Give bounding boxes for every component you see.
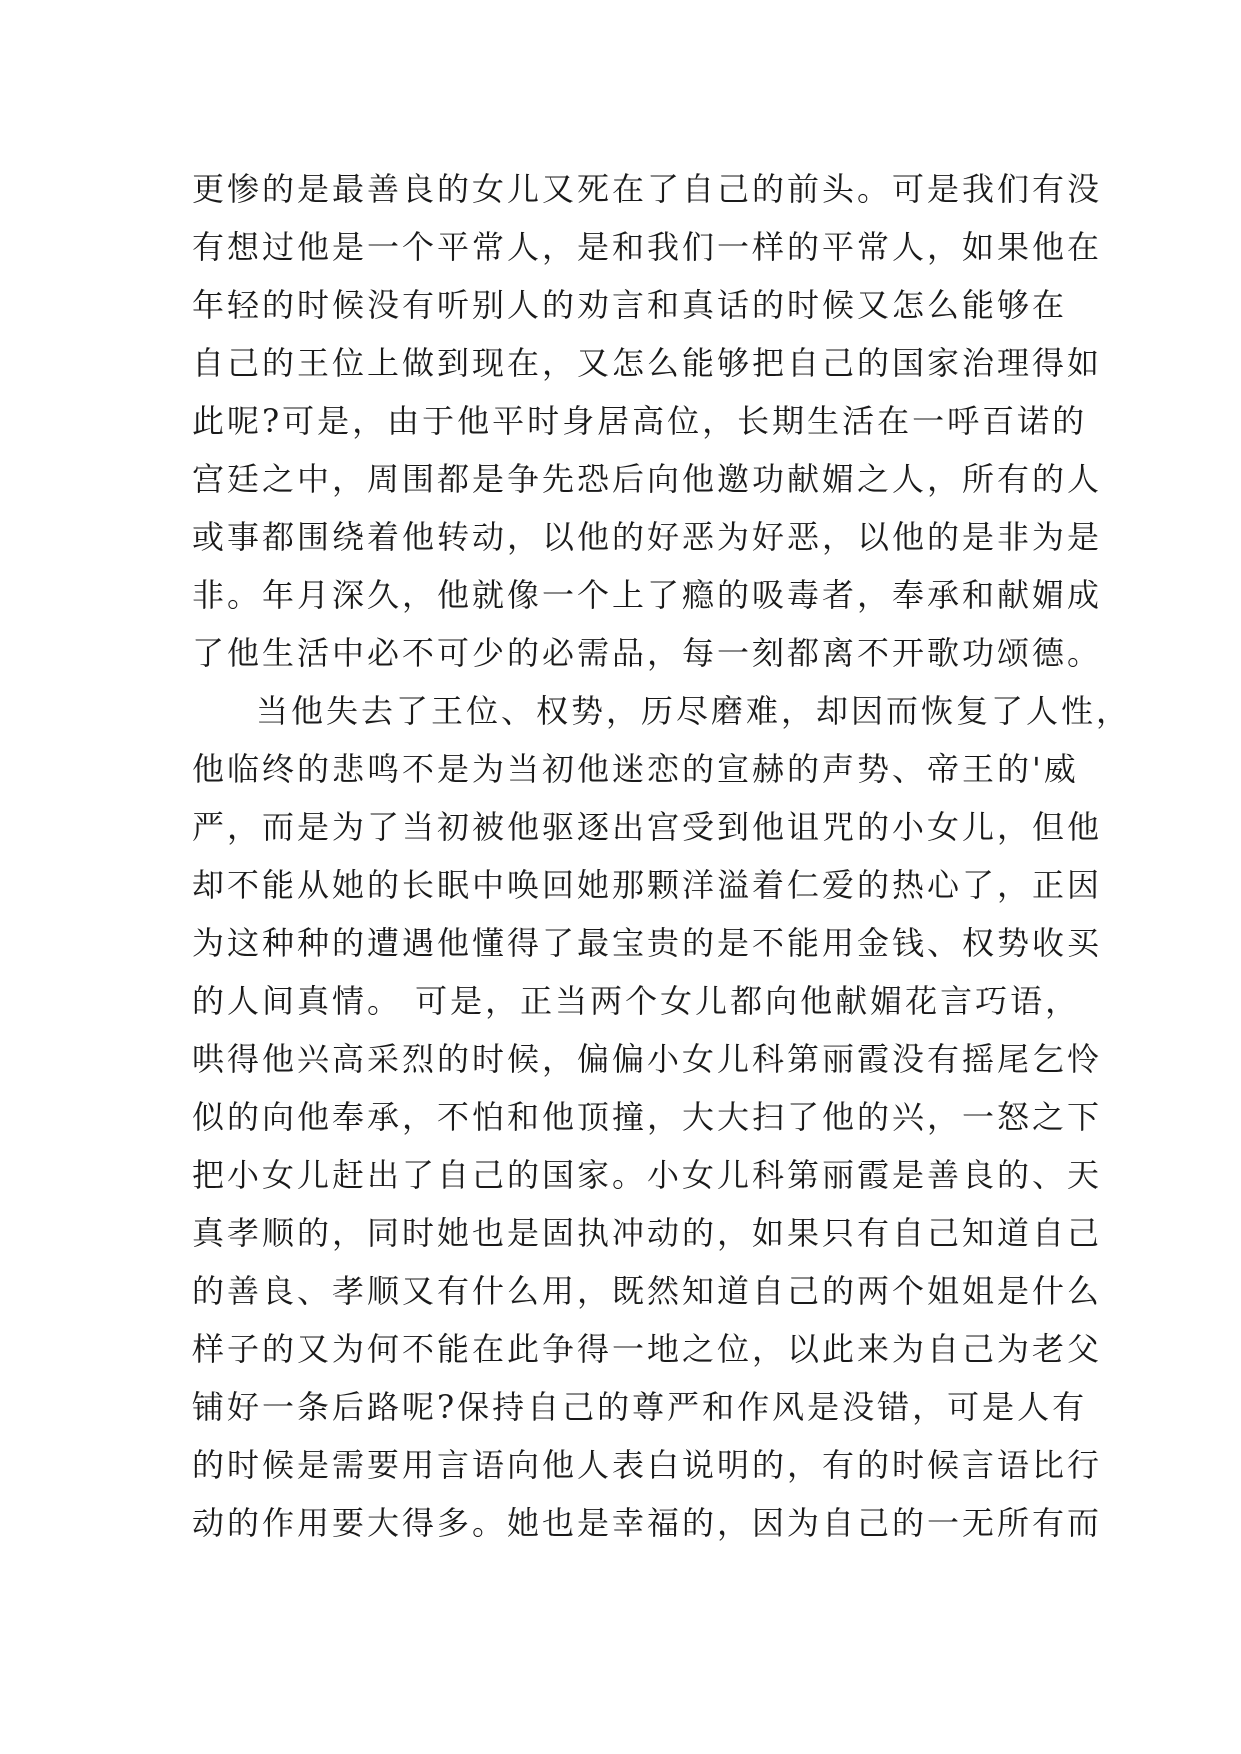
text-line: 却不能从她的长眠中唤回她那颗洋溢着仁爱的热心了，正因 bbox=[192, 866, 1103, 904]
text-line: 的人间真情。 可是，正当两个女儿都向他献媚花言巧语， bbox=[192, 982, 1081, 1020]
text-line: 有想过他是一个平常人，是和我们一样的平常人，如果他在 bbox=[192, 228, 1103, 266]
text-line: 了他生活中必不可少的必需品，每一刻都离不开歌功颂德。 bbox=[192, 634, 1103, 672]
text-line: 年轻的时候没有听别人的劝言和真话的时候又怎么能够在 bbox=[192, 286, 1068, 324]
text-line: 的善良、孝顺又有什么用，既然知道自己的两个姐姐是什么 bbox=[192, 1272, 1103, 1310]
text-line: 自己的王位上做到现在，又怎么能够把自己的国家治理得如 bbox=[192, 344, 1103, 382]
text-line: 他临终的悲鸣不是为当初他迷恋的宣赫的声势、帝王的'威 bbox=[192, 750, 1079, 788]
text-line: 铺好一条后路呢?保持自己的尊严和作风是没错，可是人有 bbox=[192, 1388, 1088, 1426]
text-line: 更惨的是最善良的女儿又死在了自己的前头。可是我们有没 bbox=[192, 170, 1103, 208]
text-line: 非。年月深久，他就像一个上了瘾的吸毒者，奉承和献媚成 bbox=[192, 576, 1103, 614]
paragraph-first-line: 当他失去了王位、权势，历尽磨难，却因而恢复了人性， bbox=[256, 692, 1132, 730]
body-text bbox=[192, 160, 1132, 1552]
text-line: 哄得他兴高采烈的时候，偏偏小女儿科第丽霞没有摇尾乞怜 bbox=[192, 1040, 1103, 1078]
text-line: 真孝顺的，同时她也是固执冲动的，如果只有自己知道自己 bbox=[192, 1214, 1103, 1252]
text-line: 把小女儿赶出了自己的国家。小女儿科第丽霞是善良的、天 bbox=[192, 1156, 1103, 1194]
text-line: 宫廷之中，周围都是争先恐后向他邀功献媚之人，所有的人 bbox=[192, 460, 1103, 498]
text-line: 为这种种的遭遇他懂得了最宝贵的是不能用金钱、权势收买 bbox=[192, 924, 1103, 962]
text-line: 似的向他奉承，不怕和他顶撞，大大扫了他的兴，一怒之下 bbox=[192, 1098, 1103, 1136]
text-line: 样子的又为何不能在此争得一地之位，以此来为自己为老父 bbox=[192, 1330, 1103, 1368]
text-line: 严，而是为了当初被他驱逐出宫受到他诅咒的小女儿，但他 bbox=[192, 808, 1103, 846]
text-line: 此呢?可是，由于他平时身居高位，长期生活在一呼百诺的 bbox=[192, 402, 1088, 440]
text-line: 动的作用要大得多。她也是幸福的，因为自己的一无所有而 bbox=[192, 1504, 1103, 1542]
text-line: 的时候是需要用言语向他人表白说明的，有的时候言语比行 bbox=[192, 1446, 1103, 1484]
text-line: 或事都围绕着他转动，以他的好恶为好恶，以他的是非为是 bbox=[192, 518, 1103, 556]
